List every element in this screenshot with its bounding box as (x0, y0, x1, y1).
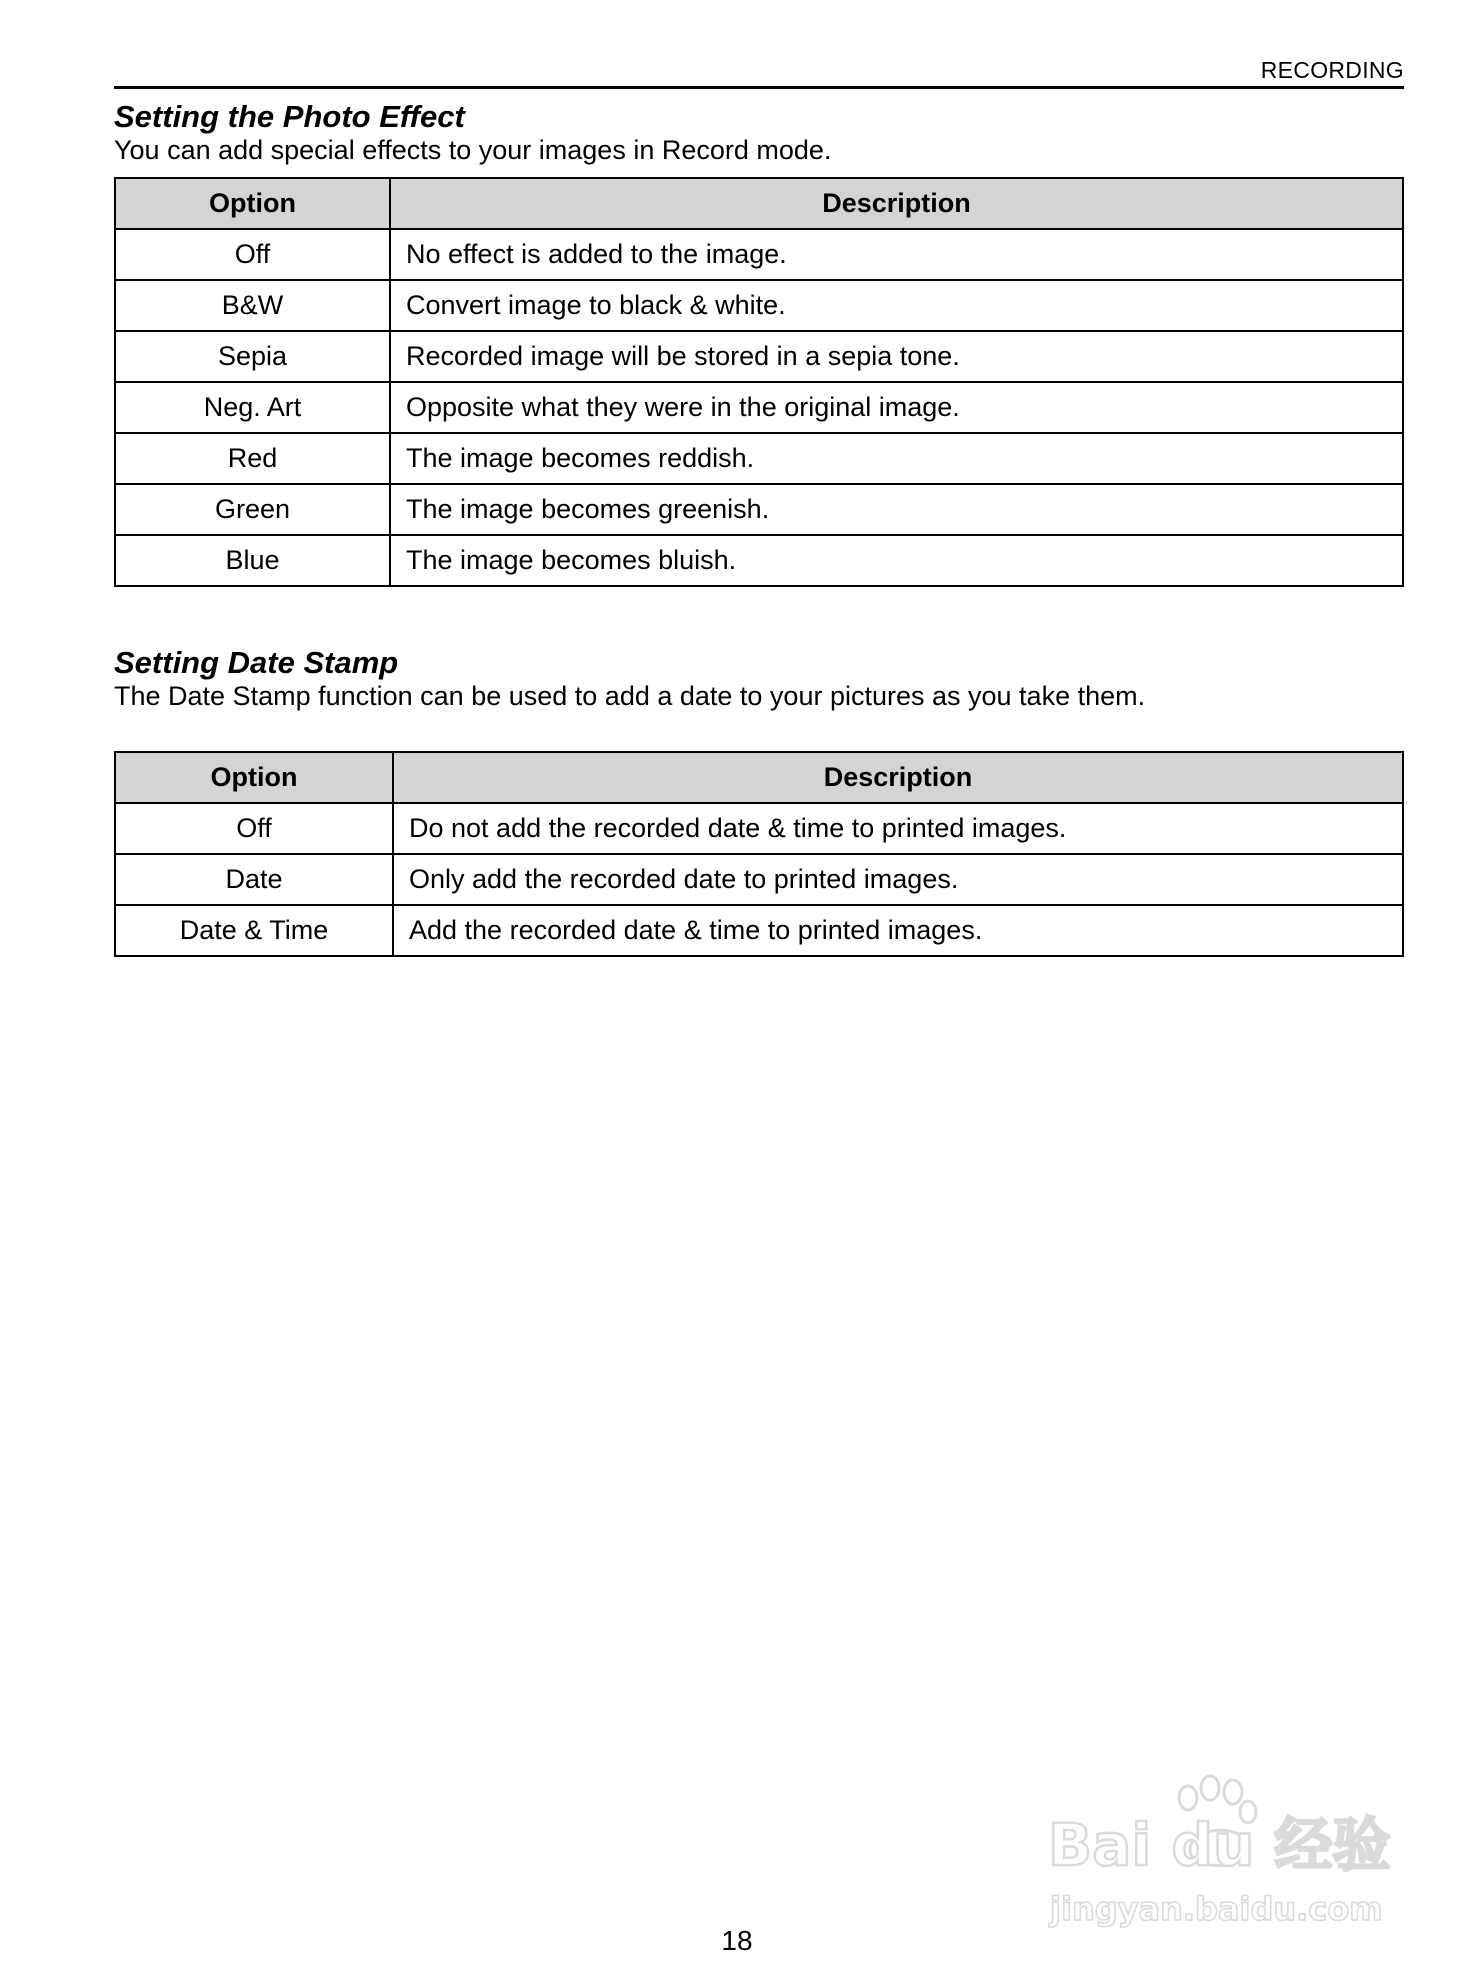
table-row (115, 854, 1403, 905)
watermark-brand: Bai du 经验 (1048, 1811, 1391, 1879)
description-cell: Recorded image will be stored in a sepia tone. (390, 331, 1403, 382)
table-row (115, 905, 1403, 956)
description-cell: Add the recorded date & time to printed images. (393, 905, 1403, 956)
running-header: RECORDING (114, 56, 1404, 89)
description-cell: No effect is added to the image. (390, 229, 1403, 280)
table-header-row (115, 752, 1403, 803)
page-number: 18 (721, 1925, 753, 1956)
column-header-option: Option (115, 178, 390, 229)
column-header-option: Option (115, 752, 393, 803)
table-row (115, 803, 1403, 854)
description-cell: Do not add the recorded date & time to printed images. (393, 803, 1403, 854)
option-cell: B&W (115, 280, 390, 331)
column-header-description: Description (390, 178, 1403, 229)
table-row (115, 382, 1403, 433)
photo-effect-intro: You can add special effects to your images in Record mode. (114, 135, 832, 165)
table-row (115, 331, 1403, 382)
manual-page (114, 56, 1404, 957)
table-row (115, 280, 1403, 331)
table-row (115, 484, 1403, 535)
option-cell: Date & Time (115, 905, 393, 956)
column-header-description: Description (393, 752, 1403, 803)
description-cell: The image becomes bluish. (390, 535, 1403, 586)
description-cell: The image becomes reddish. (390, 433, 1403, 484)
photo-effect-table (114, 177, 1404, 587)
description-cell: The image becomes greenish. (390, 484, 1403, 535)
option-cell: Red (115, 433, 390, 484)
photo-effect-title: Setting the Photo Effect (114, 99, 465, 134)
option-cell: Sepia (115, 331, 390, 382)
baidu-watermark-logo (1040, 1760, 1400, 1940)
option-cell: Date (115, 854, 393, 905)
option-cell: Off (115, 803, 393, 854)
table-row (115, 433, 1403, 484)
table-header-row (115, 178, 1403, 229)
table-row (115, 535, 1403, 586)
watermark-url: jingyan.baidu.com (1050, 1890, 1383, 1928)
date-stamp-table (114, 751, 1404, 957)
description-cell: Convert image to black & white. (390, 280, 1403, 331)
option-cell: Off (115, 229, 390, 280)
description-cell: Only add the recorded date to printed images. (393, 854, 1403, 905)
date-stamp-intro: The Date Stamp function can be used to add a date to your pictures as you take them. (114, 681, 1146, 711)
table-row (115, 229, 1403, 280)
date-stamp-title: Setting Date Stamp (114, 645, 399, 680)
option-cell: Blue (115, 535, 390, 586)
option-cell: Green (115, 484, 390, 535)
option-cell: Neg. Art (115, 382, 390, 433)
description-cell: Opposite what they were in the original image. (390, 382, 1403, 433)
